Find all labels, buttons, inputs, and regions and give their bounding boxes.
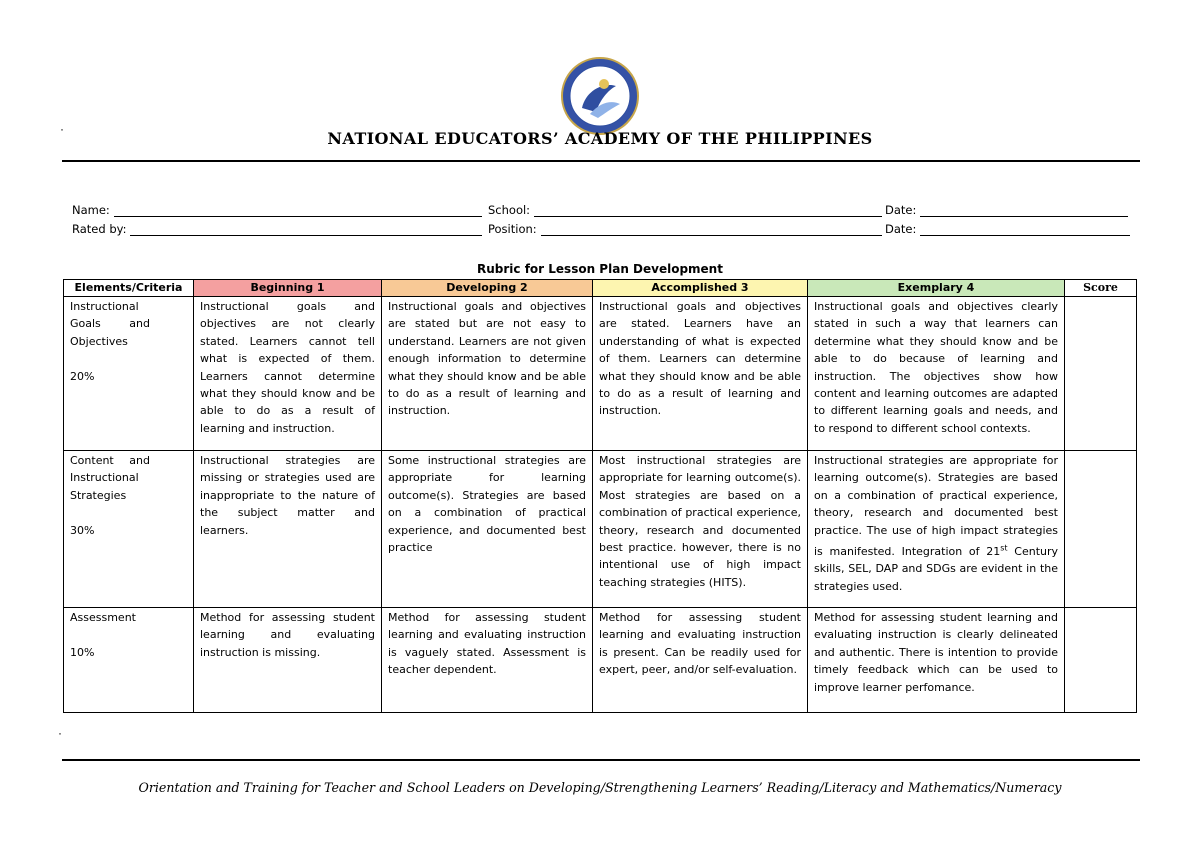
- score-cell[interactable]: [1065, 608, 1137, 713]
- criterion-weight: 20%: [70, 369, 95, 383]
- table-row: [64, 297, 1137, 451]
- header-exemplary: Exemplary 4: [808, 280, 1065, 297]
- date-label: Date:: [885, 203, 917, 217]
- score-cell[interactable]: [1065, 451, 1137, 608]
- developing-cell: Method for assessing student learning and evaluating instruction is vaguely stated. Assessment is teacher dependent.: [382, 608, 593, 713]
- rating-form: [72, 203, 1130, 241]
- exemplary-cell: Method for assessing student learning and evaluating instruction is clearly delineated and authentic. There is intention to provide timely feedback which can be used to improve learner perfomance.: [808, 608, 1065, 713]
- developing-cell: Some instructional strategies are appropriate for learning outcome(s). Strategies are based on a combination of practical experience, and documented best practice: [382, 451, 593, 608]
- criterion-weight: 10%: [70, 645, 95, 659]
- rubric-table: [63, 279, 1137, 713]
- date2-label: Date:: [885, 222, 917, 236]
- date2-field[interactable]: [885, 222, 1130, 236]
- beginning-cell: Instructional goals and objectives are not clearly stated. Learners cannot tell what is expected of them. Learners cannot determine what they should know and be able to do as a result of learning and instruction.: [194, 297, 382, 451]
- criterion-name: Content and Instructional Strategies: [70, 454, 150, 502]
- name-field[interactable]: [72, 203, 482, 217]
- name-label: Name:: [72, 203, 110, 217]
- exemplary-text-a: Instructional strategies are appropriate for learning outcome(s). Strategies are based on a combination of practical experience, theory, research and documented best practice. The use of high impact strategies is manifested. Integration of 21st Century skills, SEL, DAP and SDGs are evident in the strategies used.: [814, 454, 1059, 593]
- criterion-weight: 30%: [70, 523, 95, 537]
- school-label: School:: [488, 203, 531, 217]
- header-developing: Developing 2: [382, 280, 593, 297]
- header-accomplished: Accomplished 3: [593, 280, 808, 297]
- criterion-cell: [64, 297, 194, 451]
- accomplished-cell: Instructional goals and objectives are stated. Learners have an understanding of what is expected of them. Learners can determine what they should know and be able to do as a result of learning and instruction.: [593, 297, 808, 451]
- position-field[interactable]: [488, 222, 882, 236]
- criterion-name: Assessment: [70, 611, 136, 624]
- table-row: [64, 608, 1137, 713]
- beginning-cell: Method for assessing student learning and evaluating instruction is missing.: [194, 608, 382, 713]
- header-divider: [62, 160, 1140, 162]
- header-beginning: Beginning 1: [194, 280, 382, 297]
- exemplary-cell: Instructional goals and objectives clearly stated in such a way that learners can determine what they should know and be able to do because of learning and instruction. The objectives show how content and learning outcomes are adapted to different learning goals and needs, and to respond to different school contexts.: [808, 297, 1065, 451]
- date-field[interactable]: [885, 203, 1128, 217]
- form-row-2: [72, 222, 1130, 241]
- footer-divider: [62, 759, 1140, 761]
- criterion-cell: [64, 451, 194, 608]
- header-criteria: Elements/Criteria: [64, 280, 194, 297]
- name-line[interactable]: [114, 203, 482, 217]
- rated-by-label: Rated by:: [72, 222, 127, 236]
- rated-by-line[interactable]: [130, 222, 482, 236]
- criterion-cell: [64, 608, 194, 713]
- table-row: [64, 451, 1137, 608]
- date-line[interactable]: [920, 203, 1128, 217]
- criterion-name: Instructional Goals and Objectives: [70, 300, 150, 348]
- org-title: NATIONAL EDUCATORS’ ACADEMY OF THE PHILIPPINES: [327, 129, 873, 148]
- rubric-title: Rubric for Lesson Plan Development: [477, 262, 723, 276]
- school-line[interactable]: [534, 203, 882, 217]
- beginning-cell: Instructional strategies are missing or strategies used are inappropriate to the nature of the subject matter and learners.: [194, 451, 382, 608]
- footer-text: Orientation and Training for Teacher and School Leaders on Developing/Strengthening Learners’ Reading/Literacy and Mathematics/Numeracy: [138, 780, 1062, 795]
- header-score: Score: [1065, 280, 1137, 297]
- bullet-dot: ·: [58, 726, 62, 740]
- accomplished-cell: Most instructional strategies are appropriate for learning outcome(s). Most strategies are based on a combination of practical experience, theory, research and documented best practice. however, there is no intentional use of high impact teaching strategies (HITS).: [593, 451, 808, 608]
- position-label: Position:: [488, 222, 537, 236]
- date2-line[interactable]: [920, 222, 1130, 236]
- position-line[interactable]: [541, 222, 882, 236]
- developing-cell: Instructional goals and objectives are stated but are not easy to understand. Learners are not given enough information to determine what they should know and be able to do as a result of learning and instruction.: [382, 297, 593, 451]
- bullet-dot: ·: [60, 122, 64, 136]
- rubric-header-row: [64, 280, 1137, 297]
- score-cell[interactable]: [1065, 297, 1137, 451]
- rated-by-field[interactable]: [72, 222, 482, 236]
- form-row-1: [72, 203, 1130, 222]
- neap-seal-logo-icon: [560, 56, 640, 136]
- accomplished-cell: Method for assessing student learning and evaluating instruction is present. Can be readily used for expert, peer, and/or self-evaluation.: [593, 608, 808, 713]
- exemplary-cell: [808, 451, 1065, 608]
- school-field[interactable]: [488, 203, 882, 217]
